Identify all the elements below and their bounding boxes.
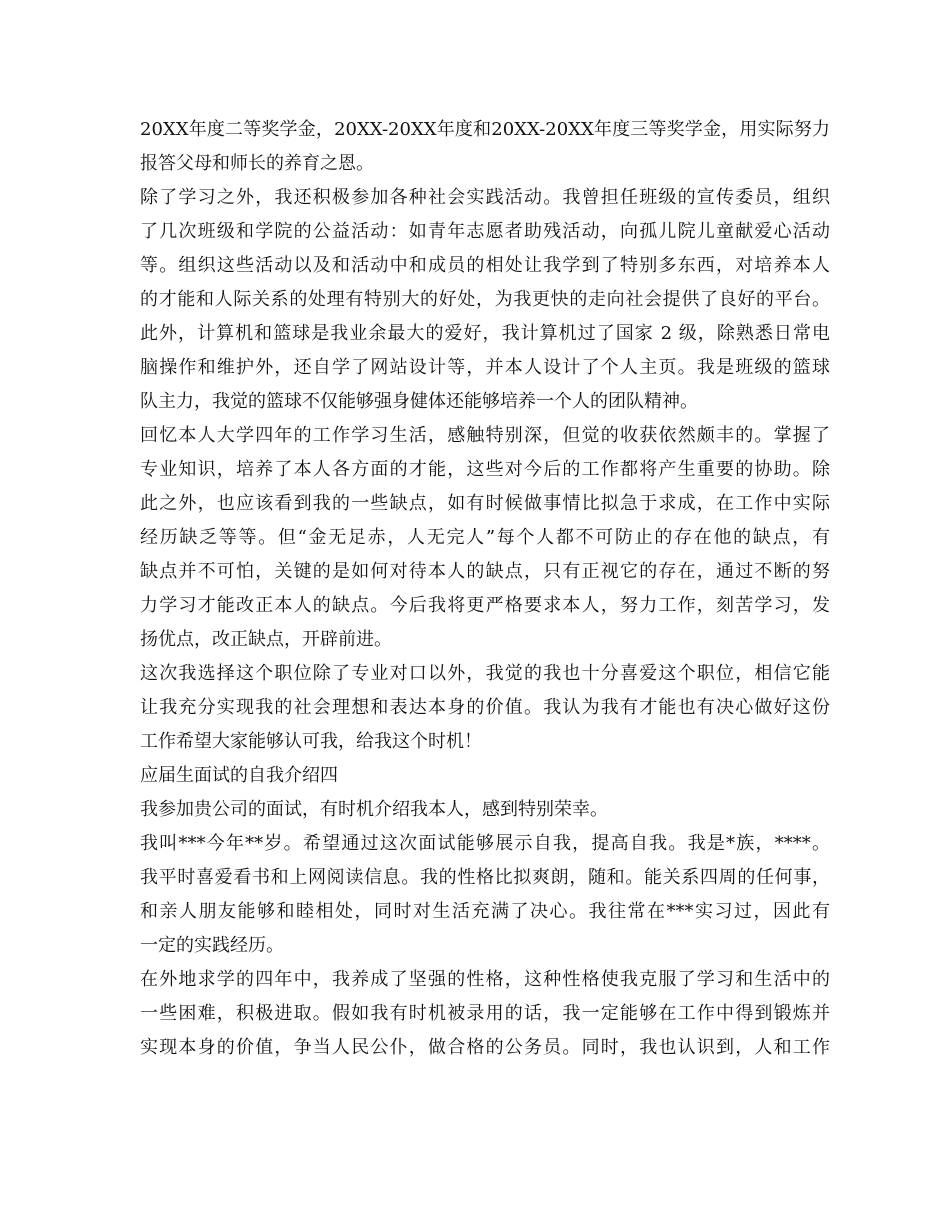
text-line: 报答父母和师长的养育之恩。 xyxy=(140,153,374,174)
text-line: 我叫***今年**岁。希望通过这次面试能够展示自我，提高自我。我是*族，****。 xyxy=(140,833,830,854)
text-line: 缺点并不可怕，关键的是如何对待本人的缺点，只有正视它的存在，通过不断的努 xyxy=(140,561,830,582)
text-line: 一些困难，积极进取。假如我有时机被录用的话，我一定能够在工作中得到锻炼并 xyxy=(140,1003,830,1024)
text-line: 工作希望大家能够认可我，给我这个时机！ xyxy=(140,731,482,752)
text-line: 让我充分实现我的社会理想和表达本身的价值。我认为我有才能也有决心做好这份 xyxy=(140,697,830,718)
text-line: 力学习才能改正本人的缺点。今后我将更严格要求本人，努力工作，刻苦学习，发 xyxy=(140,595,830,616)
text-line: 专业知识，培养了本人各方面的才能，这些对今后的工作都将产生重要的协助。除 xyxy=(140,459,830,480)
text-line: 等。组织这些活动以及和活动中和成员的相处让我学到了特别多东西，对培养本人 xyxy=(140,255,830,276)
text-line: 实现本身的价值，争当人民公仆，做合格的公务员。同时，我也认识到，人和工作 xyxy=(140,1037,830,1058)
text-line: 脑操作和维护外，还自学了网站设计等，并本人设计了个人主页。我是班级的篮球 xyxy=(140,357,830,378)
text-line: 在外地求学的四年中，我养成了坚强的性格，这种性格使我克服了学习和生活中的 xyxy=(140,969,830,990)
text-line: 应届生面试的自我介绍四 xyxy=(140,765,338,786)
text-line: 我参加贵公司的面试，有时机介绍我本人，感到特别荣幸。 xyxy=(140,799,608,820)
text-line: 了几次班级和学院的公益活动：如青年志愿者助残活动，向孤儿院儿童献爱心活动 xyxy=(140,221,830,242)
text-line: 我平时喜爱看书和上网阅读信息。我的性格比拟爽朗，随和。能关系四周的任何事， xyxy=(140,867,830,888)
text-line: 的才能和人际关系的处理有特别大的好处，为我更快的走向社会提供了良好的平台。 xyxy=(140,289,830,310)
text-line: 经历缺乏等等。但“金无足赤，人无完人”每个人都不可防止的存在他的缺点，有 xyxy=(140,527,830,548)
text-line: 20XX年度二等奖学金，20XX-20XX年度和20XX-20XX年度三等奖学金，用实际努力 xyxy=(140,119,830,140)
text-line: 除了学习之外，我还积极参加各种社会实践活动。我曾担任班级的宣传委员，组织 xyxy=(140,187,830,208)
text-line: 回忆本人大学四年的工作学习生活，感触特别深，但觉的收获依然颇丰的。掌握了 xyxy=(140,425,830,446)
text-line: 一定的实践经历。 xyxy=(140,935,284,956)
text-line: 此之外，也应该看到我的一些缺点，如有时候做事情比拟急于求成，在工作中实际 xyxy=(140,493,830,514)
text-line: 和亲人朋友能够和睦相处，同时对生活充满了决心。我往常在***实习过，因此有 xyxy=(140,901,830,922)
text-line: 这次我选择这个职位除了专业对口以外，我觉的我也十分喜爱这个职位，相信它能 xyxy=(140,663,830,684)
document-body xyxy=(140,113,830,1065)
text-line: 队主力，我觉的篮球不仅能够强身健体还能够培养一个人的团队精神。 xyxy=(140,391,698,412)
text-line: 此外，计算机和篮球是我业余最大的爱好，我计算机过了国家 2 级，除熟悉日常电 xyxy=(140,323,830,344)
text-line: 扬优点，改正缺点，开辟前进。 xyxy=(140,629,392,650)
